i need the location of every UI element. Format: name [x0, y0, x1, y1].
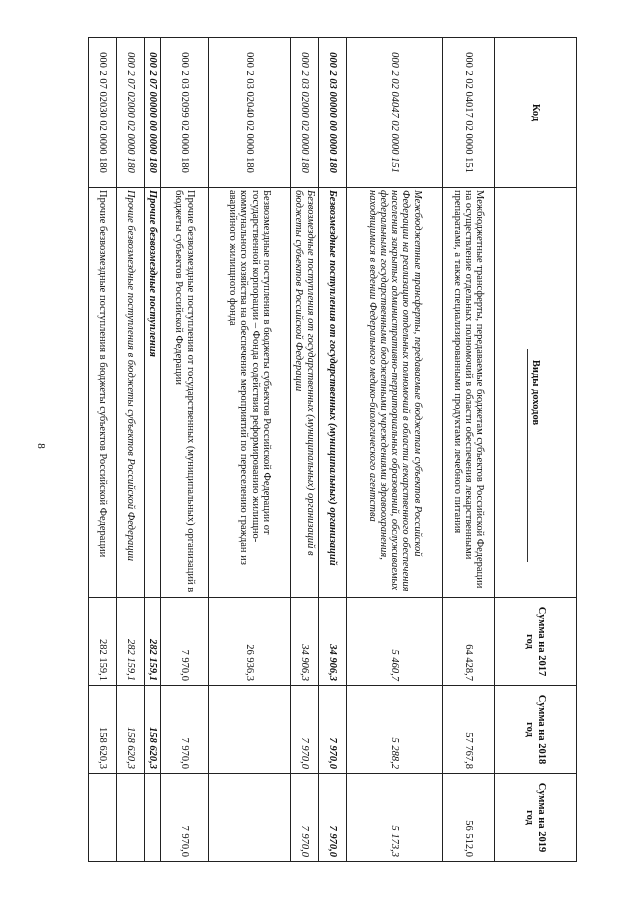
value-2017-cell: 34 906,3 — [319, 598, 347, 686]
header-name: Виды доходов — [495, 188, 577, 598]
value-2017-cell: 282 159,1 — [117, 598, 145, 686]
value-2018-cell — [209, 686, 291, 774]
value-2019-cell — [209, 774, 291, 862]
header-2018: Сумма на 2018 год — [495, 686, 577, 774]
code-cell: 000 2 07 00000 00 0000 180 — [145, 38, 161, 188]
name-cell: Прочие безвозмездные поступления — [145, 188, 161, 598]
value-2019-cell: 7 970,0 — [319, 774, 347, 862]
value-2019-cell: 7 970,0 — [291, 774, 319, 862]
footnote-separator — [527, 349, 528, 562]
code-cell: 000 2 07 02000 02 0000 180 — [117, 38, 145, 188]
value-2019-cell — [89, 774, 117, 862]
table-row — [319, 38, 347, 862]
revenue-table — [88, 37, 577, 862]
table-row — [209, 38, 291, 862]
name-cell: Межбюджетные трансферты, передаваемые бюджетам субъектов Российской Федерации на реализацию отдельных полномочий в области лекарственного обеспечения населения закрытых административно-территориальных образований, обслуживаемых федеральными государственными бюджетными учреждениями здравоохранения, находящимися в ведении Федерального медико-биологического агентства — [347, 188, 443, 598]
table-row — [117, 38, 145, 862]
value-2019-cell: 56 512,0 — [443, 774, 495, 862]
table-row — [145, 38, 161, 862]
value-2019-cell — [145, 774, 161, 862]
name-cell: Прочие безвозмездные поступления в бюджеты субъектов Российской Федерации — [89, 188, 117, 598]
name-cell: Безвозмездные поступления от государственных (муниципальных) организаций — [319, 188, 347, 598]
value-2018-cell: 7 970,0 — [291, 686, 319, 774]
value-2017-cell: 7 970,0 — [161, 598, 209, 686]
value-2019-cell: 5 173,3 — [347, 774, 443, 862]
name-cell: Межбюджетные трансферты, передаваемые бюджетам субъектов Российской Федерации на осуществление отдельных полномочий в области обеспечения лекарственными препаратами, а также специализированными продуктами лечебного питания — [443, 188, 495, 598]
table-header-row — [495, 38, 577, 862]
header-2017: Сумма на 2017 год — [495, 598, 577, 686]
value-2017-cell: 26 936,3 — [209, 598, 291, 686]
value-2018-cell: 158 620,3 — [145, 686, 161, 774]
name-cell: Прочие безвозмездные поступления в бюджеты субъектов Российской Федерации — [117, 188, 145, 598]
rotated-table-container — [97, 37, 577, 861]
value-2017-cell: 5 460,7 — [347, 598, 443, 686]
value-2018-cell: 7 970,0 — [319, 686, 347, 774]
code-cell: 000 2 07 02030 02 0000 180 — [89, 38, 117, 188]
table-row — [161, 38, 209, 862]
code-cell: 000 2 03 00000 00 0000 180 — [319, 38, 347, 188]
code-cell: 000 2 02 04047 02 0000 151 — [347, 38, 443, 188]
table-row — [347, 38, 443, 862]
value-2018-cell: 7 970,0 — [161, 686, 209, 774]
table-row — [291, 38, 319, 862]
value-2017-cell: 282 159,1 — [89, 598, 117, 686]
page-number: 8 — [35, 443, 47, 449]
value-2018-cell: 5 288,2 — [347, 686, 443, 774]
table-row — [89, 38, 117, 862]
value-2017-cell: 282 159,1 — [145, 598, 161, 686]
value-2018-cell: 158 620,3 — [89, 686, 117, 774]
value-2019-cell: 7 970,0 — [161, 774, 209, 862]
header-code: Код — [495, 38, 577, 188]
code-cell: 000 2 03 02040 02 0000 180 — [209, 38, 291, 188]
name-cell: Прочие безвозмездные поступления от государственных (муниципальных) организаций в бюджеты субъектов Российской Федерации — [161, 188, 209, 598]
value-2017-cell: 34 906,3 — [291, 598, 319, 686]
code-cell: 000 2 03 02099 02 0000 180 — [161, 38, 209, 188]
code-cell: 000 2 02 04017 02 0000 151 — [443, 38, 495, 188]
value-2019-cell — [117, 774, 145, 862]
name-cell: Безвозмездные поступления от государственных (муниципальных) организаций в бюджеты субъектов Российской Федерации — [291, 188, 319, 598]
code-cell: 000 2 03 02000 02 0000 180 — [291, 38, 319, 188]
header-2019: Сумма на 2019 год — [495, 774, 577, 862]
table-row — [443, 38, 495, 862]
value-2018-cell: 158 620,3 — [117, 686, 145, 774]
value-2018-cell: 57 767,8 — [443, 686, 495, 774]
name-cell: Безвозмездные поступления в бюджеты субъектов Российской Федерации от государственной корпорации – Фонда содействия реформированию жилищно-коммунального хозяйства на обеспечение мероприятий по переселению граждан из аварийного жилищного фонда — [209, 188, 291, 598]
value-2017-cell: 64 428,7 — [443, 598, 495, 686]
